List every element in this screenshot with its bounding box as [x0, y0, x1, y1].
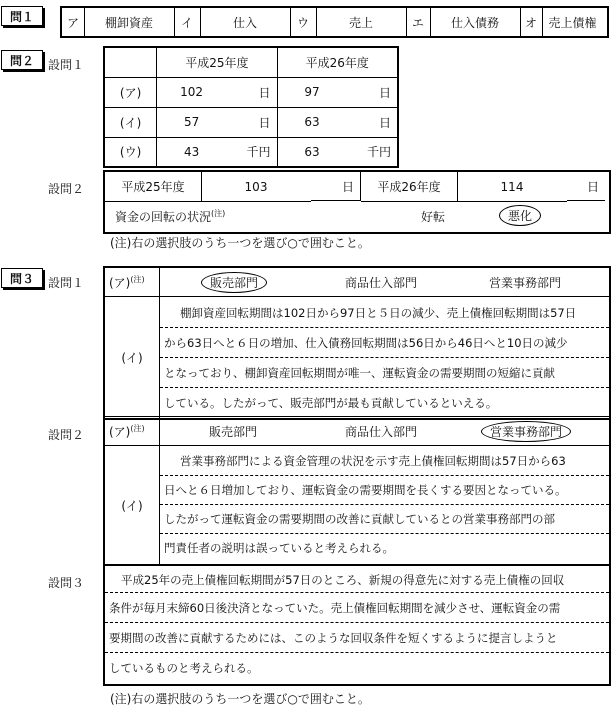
q3-s2-line: 日へと６日増加しており、運転資金の需要期間を長くする要因となっている。	[164, 483, 567, 497]
q2-s2-unit-2: 日	[567, 172, 605, 201]
q3-s2-dept-purchase: 商品仕入部門	[345, 425, 418, 439]
q2-row-value: 102	[157, 77, 226, 107]
q3-s1-box	[103, 266, 611, 420]
q2-s2-year-1: 平成25年度	[105, 172, 202, 202]
q3-s2-note-mark: (注)	[130, 424, 145, 433]
q3-s1-label: 設問１	[48, 276, 85, 290]
q3-s1-dept-sales-circled: 販売部門	[201, 272, 267, 293]
q2-row-unit: 千円	[346, 137, 398, 167]
q3-s1-i-label: (イ)	[105, 297, 160, 418]
q2-year-1: 平成25年度	[157, 47, 277, 77]
q1-cell-e-value: 仕入債務	[430, 8, 521, 36]
q3-s2-answer	[160, 446, 609, 564]
q3-s1-line: 棚卸資産回転期間は102日から97日と５日の減少、売上債権回転期間は57日	[180, 306, 577, 320]
q1-cell-a: ア	[62, 8, 85, 36]
q3-s2-box	[103, 416, 611, 566]
q3-s1-divider	[159, 268, 160, 296]
q3-s1-answer	[160, 297, 609, 418]
q2-row-key: (イ)	[104, 107, 157, 137]
q3-s1-note-mark: (注)	[130, 275, 145, 284]
q3-s3-label: 設問３	[48, 576, 85, 590]
q2-row-value: 63	[277, 107, 346, 137]
q3-s3-rule	[105, 592, 609, 593]
q3-s3-box	[103, 564, 611, 686]
q2-s2-value-1: 103	[201, 172, 311, 202]
q2-note: (注)右の選択肢のうち一つを選び○で囲むこと。	[110, 236, 370, 250]
q2-status-label-text: 資金の回転の状況	[115, 210, 212, 224]
q1-cell-i-value: 仕入	[200, 8, 291, 36]
q2-row-value: 43	[157, 137, 226, 167]
q2-s2-year-2: 平成26年度	[361, 172, 458, 202]
q2-option-bad-circled: 悪化	[499, 205, 541, 226]
q3-note: (注)右の選択肢のうち一つを選び○で囲むこと。	[110, 692, 370, 706]
q2-status-label	[115, 208, 225, 225]
q3-s2-dept-sales: 販売部門	[209, 425, 258, 439]
q1-cell-u-value: 売上	[316, 8, 407, 36]
q1-tag: 問１	[1, 6, 43, 26]
q1-cell-o: オ	[520, 8, 543, 36]
q3-s2-rule	[160, 533, 609, 534]
q3-s1-choice-row	[105, 268, 609, 297]
q3-s2-i-label: (イ)	[105, 446, 160, 564]
q3-tag: 問３	[1, 268, 43, 288]
q2-row-key: (ア)	[104, 77, 157, 107]
q2-s2-unit-1: 日	[311, 172, 361, 201]
q1-cell-i: イ	[174, 8, 201, 36]
q2-year-2: 平成26年度	[277, 47, 398, 77]
q3-s3-line: 平成25年の売上債権回転期間が57日のところ、新規の得意先に対する売上債権の回収	[121, 573, 565, 587]
q3-s1-dept-purchase: 商品仕入部門	[345, 276, 418, 290]
q3-s2-a-text: (ア)	[109, 425, 131, 439]
q1-cell-e: エ	[406, 8, 431, 36]
q3-s3-rule	[105, 622, 609, 623]
q2-s2-box	[103, 170, 611, 234]
q3-s1-dept-office: 営業事務部門	[489, 276, 562, 290]
q3-s1-rule	[160, 387, 609, 388]
q2-row-value: 63	[277, 137, 346, 167]
q3-s2-choice-row	[105, 416, 609, 446]
q2-tag: 問２	[1, 50, 43, 70]
q3-s3-line: 条件が毎月末締60日後決済となっていた。売上債権回転期間を減少させ、運転資金の需	[109, 601, 561, 615]
q2-row-unit: 日	[226, 77, 277, 107]
q3-s2-line: したがって運転資金の需要期間の改善に貢献しているとの営業事務部門の部	[164, 512, 555, 526]
q3-s2-rule	[160, 475, 609, 476]
q2-table-corner	[104, 47, 157, 77]
q3-s3-rule	[105, 652, 609, 653]
q3-s2-line: 営業事務部門による資金管理の状況を示す売上債権回転期間は57日から63	[180, 454, 566, 468]
q3-s3-line: しているものと考えられる。	[109, 661, 259, 675]
q3-s1-a-text: (ア)	[109, 276, 131, 290]
q3-s2-a-label	[109, 423, 145, 440]
q2-row-value: 57	[157, 107, 226, 137]
q3-s1-rule	[160, 357, 609, 358]
q3-s1-line: している。したがって、販売部門が最も貢献しているといえる。	[164, 396, 498, 410]
q2-s1-label: 設問１	[48, 58, 85, 72]
q2-row-unit: 日	[346, 107, 398, 137]
q3-s3-line: 要期間の改善に貢献するためには、このような回収条件を短くするように提言しようと	[109, 631, 558, 645]
q3-s2-line: 門責任者の説明は誤っていると考えられる。	[164, 541, 394, 555]
q1-cell-u: ウ	[290, 8, 317, 36]
q2-s2-value-2: 114	[457, 172, 567, 202]
q3-s1-line: から63日へと６日の増加、仕入債務回転期間は56日から46日へと10日の減少	[164, 336, 568, 350]
q3-s2-dept-office-circled: 営業事務部門	[481, 421, 571, 442]
q3-s1-line: となっており、棚卸資産回転期間が唯一、運転資金の需要期間の短縮に貢献	[164, 366, 555, 380]
q2-row-value: 97	[277, 77, 346, 107]
q2-row-unit: 日	[226, 107, 277, 137]
q2-row-unit: 千円	[226, 137, 277, 167]
q3-s1-rule	[160, 327, 609, 328]
q3-s2-divider	[159, 417, 160, 445]
q1-answer-row	[60, 6, 609, 38]
q2-s2-label: 設問２	[48, 182, 85, 196]
q2-s1-table	[103, 46, 399, 168]
q2-status-note-mark: (注)	[211, 209, 226, 218]
q2-row-unit: 日	[346, 77, 398, 107]
q3-s2-label: 設問２	[48, 428, 85, 442]
q3-s1-a-label	[109, 274, 145, 291]
q2-option-good: 好転	[421, 210, 446, 224]
q2-row-key: (ウ)	[104, 137, 157, 167]
q1-cell-a-value: 棚卸資産	[84, 8, 175, 36]
q3-s2-rule	[160, 504, 609, 505]
q1-cell-o-value: 売上債権	[548, 15, 597, 30]
